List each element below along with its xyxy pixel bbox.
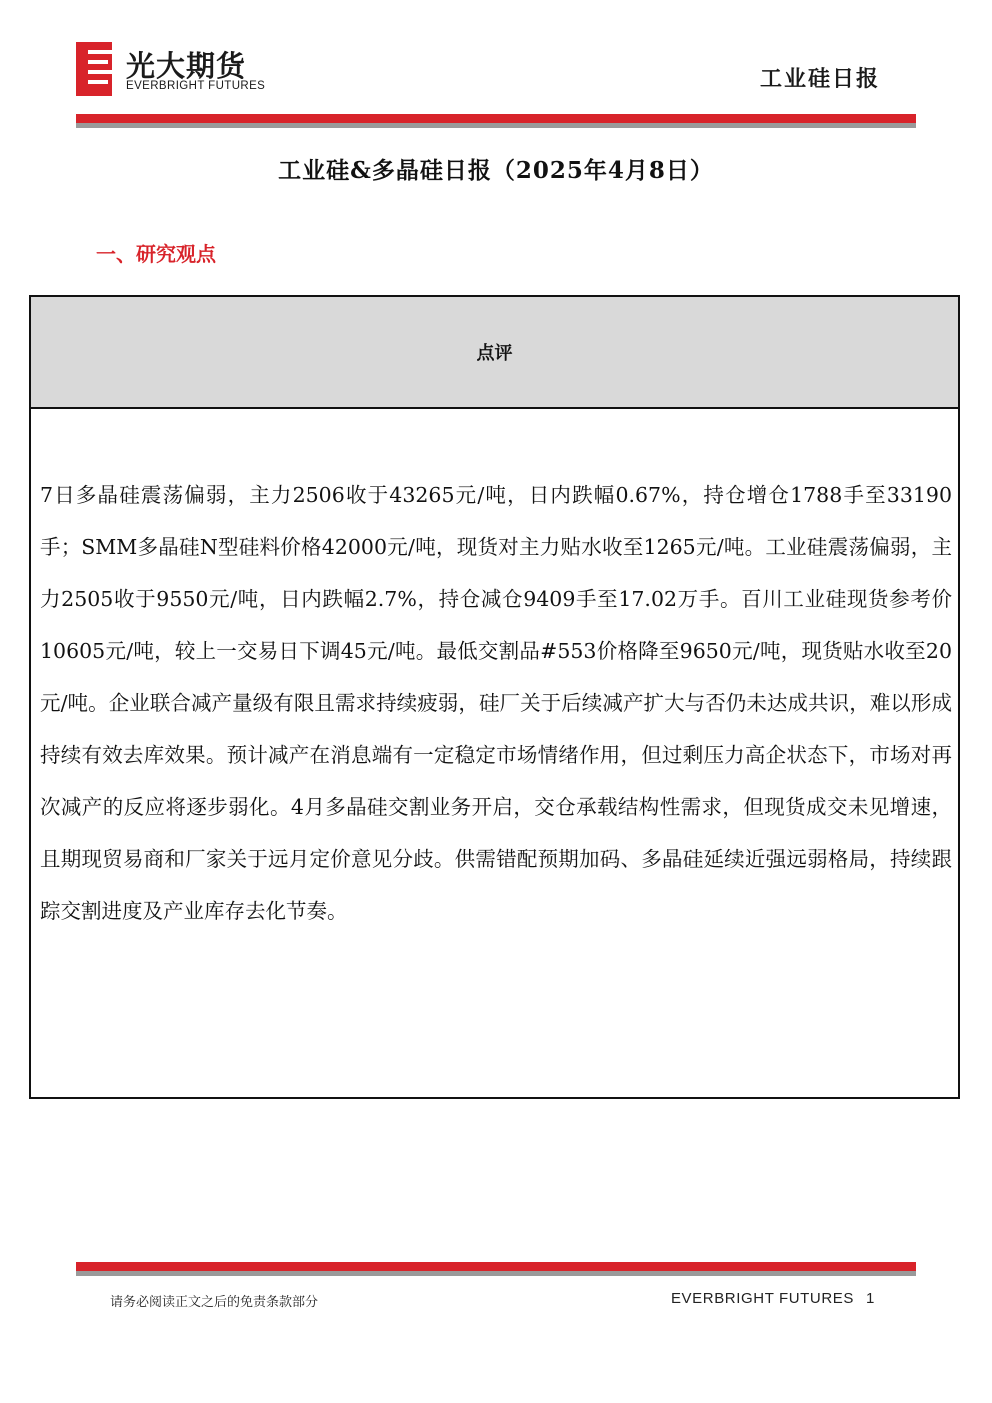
footer-divider <box>76 1262 916 1276</box>
commentary-header-label: 点评 <box>476 343 513 364</box>
logo-name-en: EVERBRIGHT FUTURES <box>126 80 266 92</box>
everbright-logo-icon <box>76 42 112 96</box>
footer-brand: EVERBRIGHT FUTURES <box>670 1290 854 1307</box>
commentary-table-header <box>31 297 958 409</box>
report-type-label: 工业硅日报 <box>759 67 880 92</box>
commentary-table <box>29 295 960 1099</box>
commentary-body-text: 7日多晶硅震荡偏弱，主力2506收于43265元/吨，日内跌幅0.67%，持仓增仓1788手至33190手；SMM多晶硅N型硅料价格42000元/吨，现货对主力贴水收至1265元/吨。工业硅震荡偏弱，主力2505收于9550元/吨，日内跌幅2.7%，持仓减仓9409手至17.02万手。百川工业硅现货参考价10605元/吨，较上一交易日下调45元/吨。最低交割品#553价格降至9650元/吨，现货贴水收至20元/吨。企业联合减产量级有限且需求持续疲弱，硅厂关于后续减产扩大与否仍未达成共识，难以形成持续有效去库效果。预计减产在消息端有一定稳定市场情绪作用，但过剩压力高企状态下，市场对再次减产的反应将逐步弱化。4月多晶硅交割业务开启，交仓承载结构性需求，但现货成交未见增速，且期现贸易商和厂家关于远月定价意见分歧。供需错配预期加码、多晶硅延续近强远弱格局，持续跟踪交割进度及产业库存去化节奏。 <box>40 483 952 923</box>
logo-name-cn: 光大期货 <box>126 49 247 83</box>
header-divider <box>76 114 916 128</box>
everbright-futures-logo <box>76 42 286 98</box>
section-heading: 一、研究观点 <box>96 242 216 266</box>
page-number: 1 <box>866 1290 875 1307</box>
footer-disclaimer-note: 请务必阅读正文之后的免责条款部分 <box>110 1295 319 1310</box>
document-title: 工业硅&多晶硅日报（2025年4月8日） <box>278 157 714 184</box>
